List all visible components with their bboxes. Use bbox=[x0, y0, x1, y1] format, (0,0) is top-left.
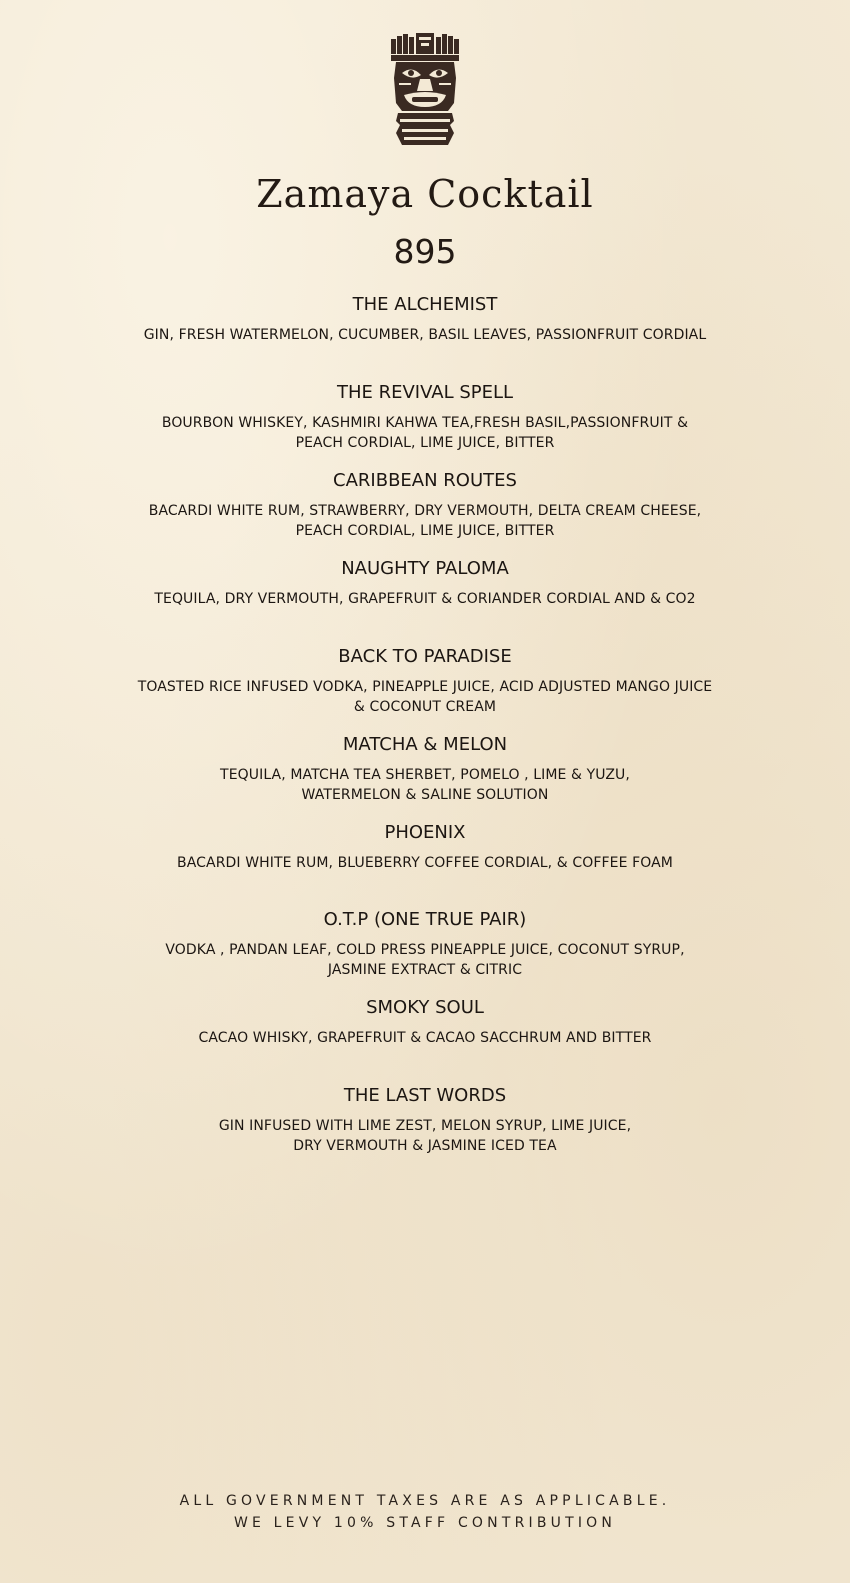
menu-item bbox=[100, 821, 750, 873]
item-description bbox=[100, 325, 750, 345]
item-name: MATCHA & MELON bbox=[342, 734, 508, 755]
item-description-line: DRY VERMOUTH & JASMINE ICED TEA bbox=[293, 1138, 557, 1154]
staff-contribution-line: WE LEVY 10% STAFF CONTRIBUTION bbox=[233, 1515, 617, 1531]
tax-notice bbox=[0, 1490, 850, 1534]
item-description bbox=[100, 589, 750, 609]
item-description-line: JASMINE EXTRACT & CITRIC bbox=[327, 962, 523, 978]
item-description-line: BACARDI WHITE RUM, STRAWBERRY, DRY VERMOUTH, DELTA CREAM CHEESE, bbox=[148, 503, 702, 519]
item-description bbox=[100, 940, 750, 980]
item-description bbox=[100, 765, 750, 805]
item-description bbox=[100, 1028, 750, 1048]
item-description-line: PEACH CORDIAL, LIME JUICE, BITTER bbox=[295, 523, 555, 539]
menu-item bbox=[100, 381, 750, 453]
menu-item bbox=[100, 293, 750, 345]
tiki-mask-icon bbox=[390, 33, 460, 145]
item-name: PHOENIX bbox=[384, 822, 466, 843]
item-description-line: BOURBON WHISKEY, KASHMIRI KAHWA TEA,FRESH BASIL,PASSIONFRUIT & bbox=[161, 415, 689, 431]
menu-item bbox=[100, 469, 750, 541]
item-name: THE LAST WORDS bbox=[343, 1085, 507, 1106]
item-description-line: TEQUILA, DRY VERMOUTH, GRAPEFRUIT & CORIANDER CORDIAL AND & CO2 bbox=[154, 591, 696, 607]
item-description bbox=[100, 1116, 750, 1156]
item-description-line: WATERMELON & SALINE SOLUTION bbox=[301, 787, 549, 803]
item-description-line: VODKA , PANDAN LEAF, COLD PRESS PINEAPPLE JUICE, COCONUT SYRUP, bbox=[165, 942, 685, 958]
item-description-line: CACAO WHISKY, GRAPEFRUIT & CACAO SACCHRUM AND BITTER bbox=[198, 1030, 652, 1046]
menu-item bbox=[100, 645, 750, 717]
item-name: BACK TO PARADISE bbox=[338, 646, 512, 667]
item-name: CARIBBEAN ROUTES bbox=[333, 470, 517, 491]
item-description-line: & COCONUT CREAM bbox=[353, 699, 497, 715]
menu-item bbox=[100, 1084, 750, 1156]
item-description bbox=[100, 413, 750, 453]
menu-item bbox=[100, 557, 750, 609]
item-description bbox=[100, 501, 750, 541]
item-description bbox=[100, 677, 750, 717]
item-description-line: TOASTED RICE INFUSED VODKA, PINEAPPLE JUICE, ACID ADJUSTED MANGO JUICE bbox=[137, 679, 713, 695]
menu-item bbox=[100, 908, 750, 980]
item-description bbox=[100, 853, 750, 873]
menu-item bbox=[100, 996, 750, 1048]
menu-title: Zamaya Cocktail bbox=[256, 172, 594, 216]
item-description-line: BACARDI WHITE RUM, BLUEBERRY COFFEE CORDIAL, & COFFEE FOAM bbox=[177, 855, 673, 871]
item-name: SMOKY SOUL bbox=[366, 997, 484, 1018]
item-description-line: GIN INFUSED WITH LIME ZEST, MELON SYRUP, LIME JUICE, bbox=[218, 1118, 632, 1134]
item-name: NAUGHTY PALOMA bbox=[341, 558, 509, 579]
item-description-line: TEQUILA, MATCHA TEA SHERBET, POMELO , LIME & YUZU, bbox=[220, 767, 630, 783]
menu-price: 895 bbox=[393, 232, 457, 271]
item-name: THE ALCHEMIST bbox=[352, 294, 498, 315]
item-name: THE REVIVAL SPELL bbox=[336, 382, 514, 403]
item-description-line: GIN, FRESH WATERMELON, CUCUMBER, BASIL LEAVES, PASSIONFRUIT CORDIAL bbox=[143, 327, 707, 343]
item-description-line: PEACH CORDIAL, LIME JUICE, BITTER bbox=[295, 435, 555, 451]
tax-notice-line: ALL GOVERNMENT TAXES ARE AS APPLICABLE. bbox=[179, 1493, 671, 1509]
item-name: O.T.P (ONE TRUE PAIR) bbox=[323, 909, 527, 930]
menu-item bbox=[100, 733, 750, 805]
